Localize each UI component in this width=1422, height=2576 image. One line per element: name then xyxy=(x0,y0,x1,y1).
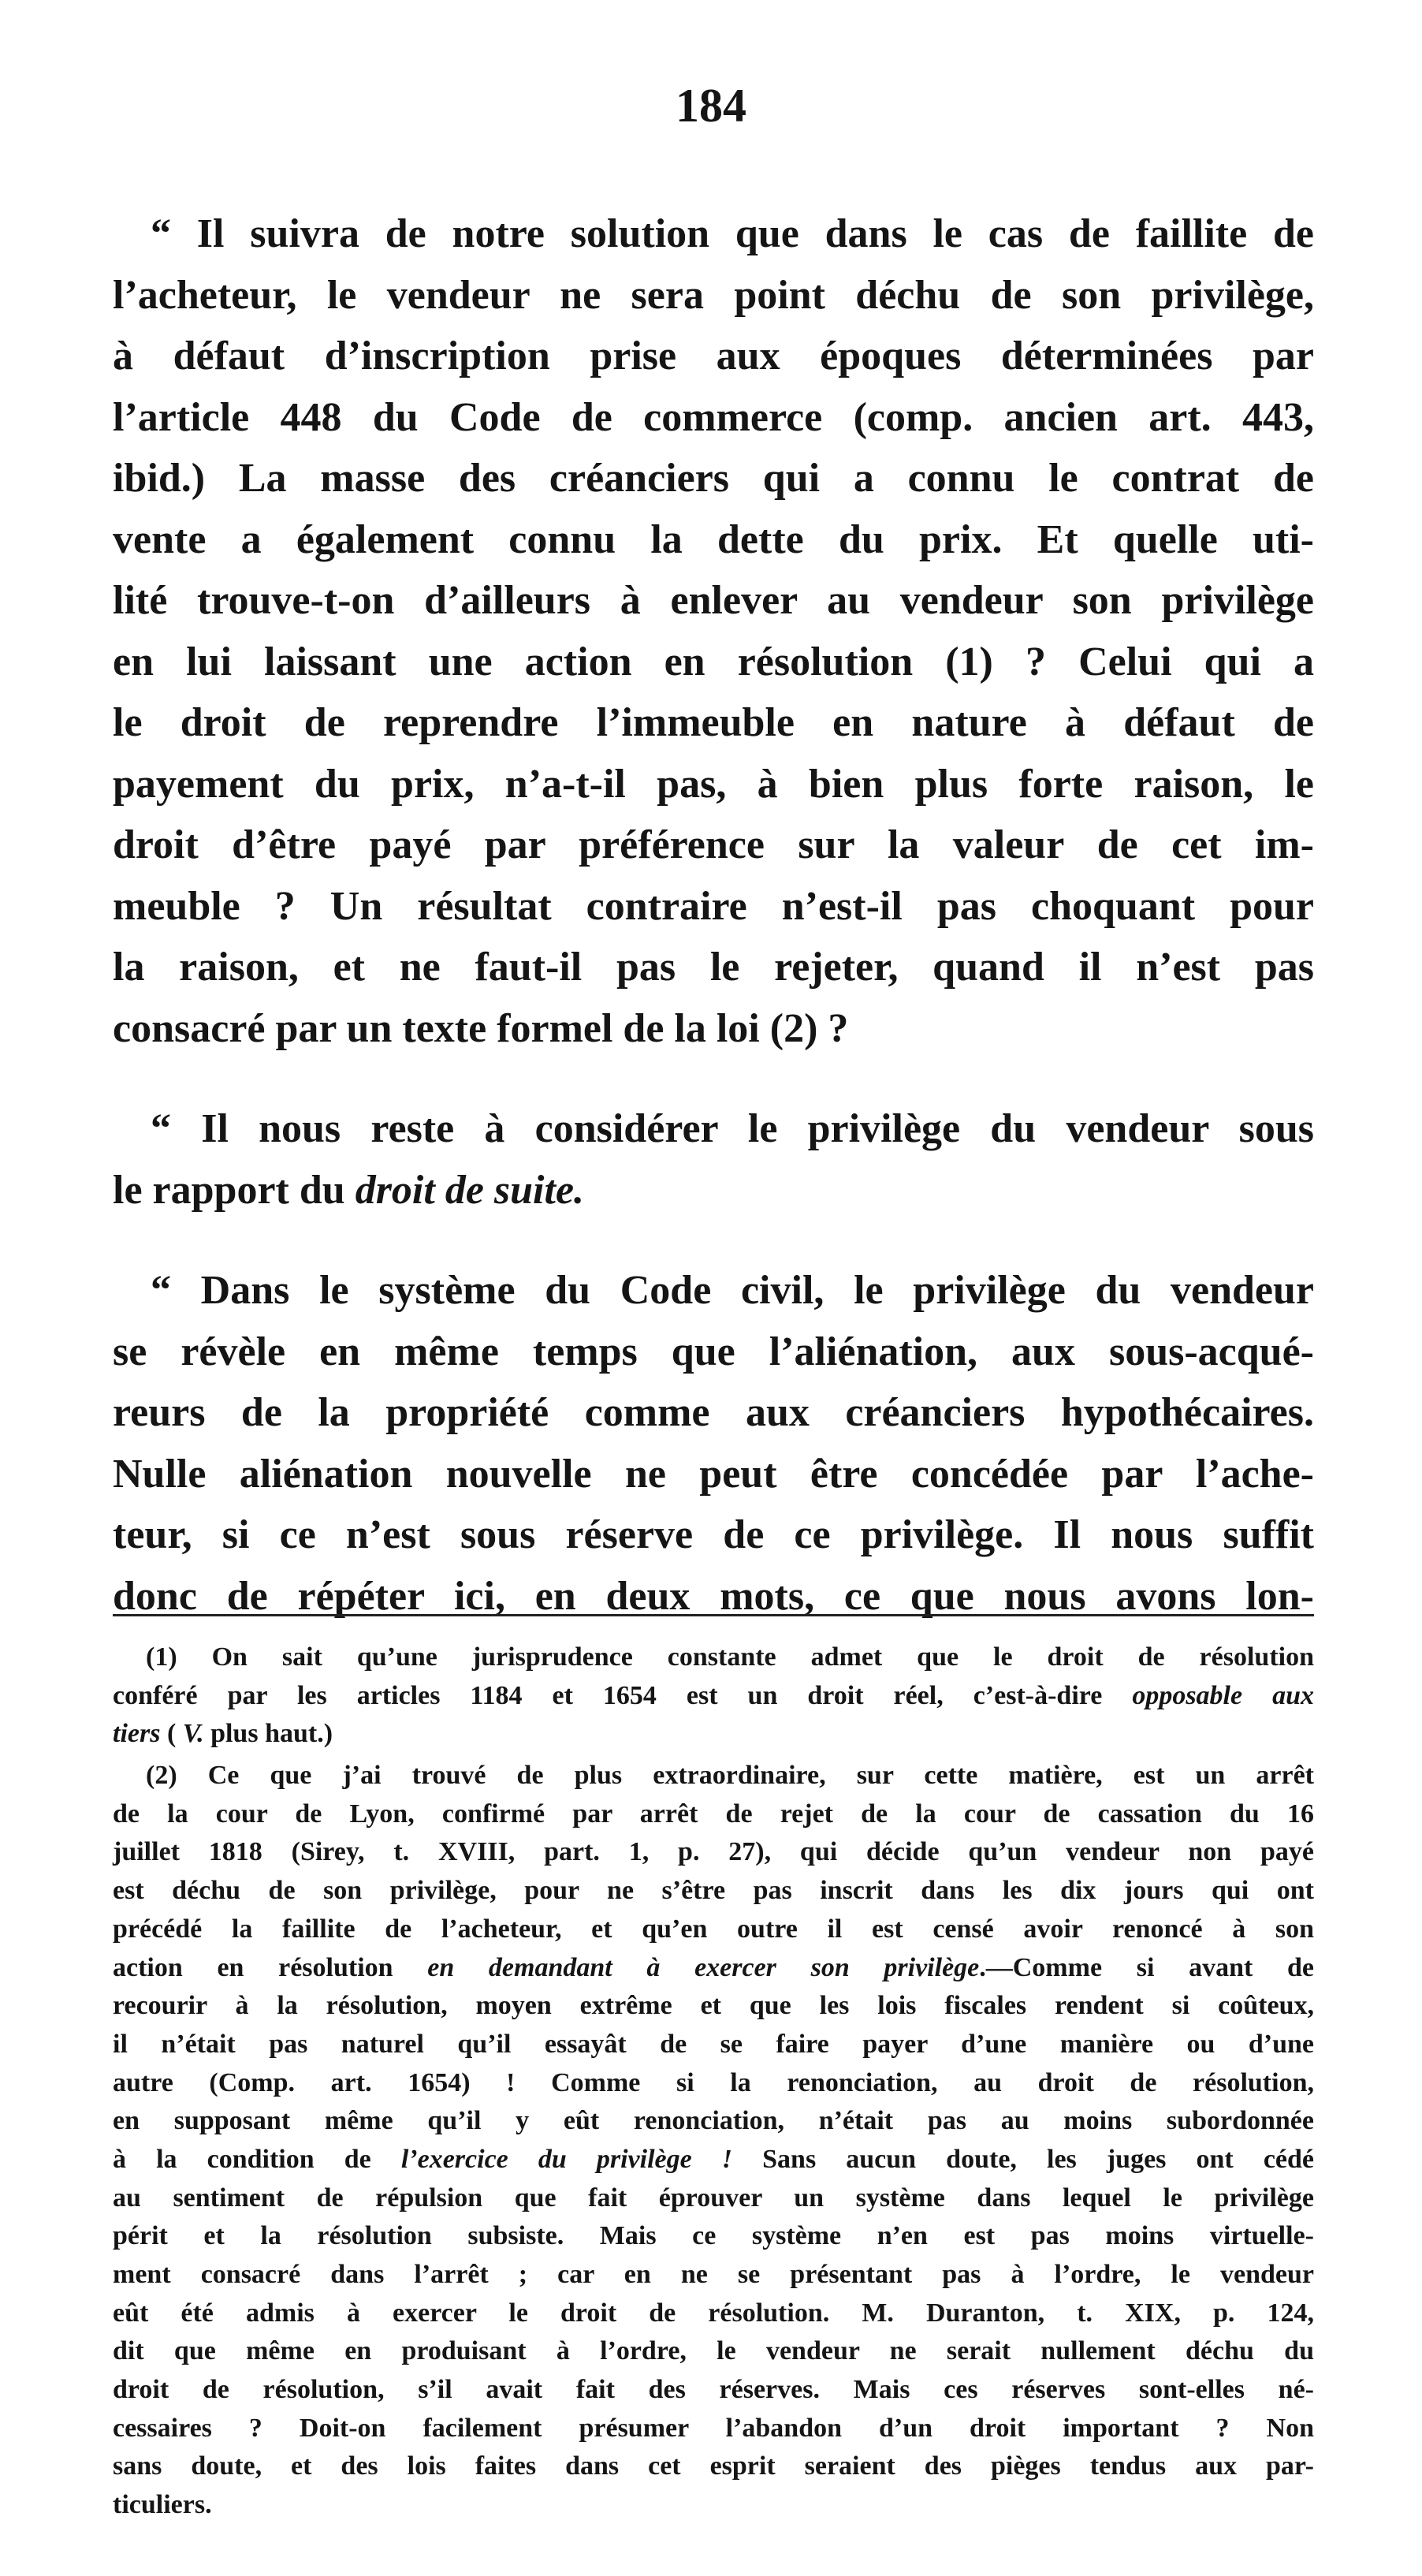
text-line: lité trouve-t-on d’ailleurs à enlever au vendeur son privilège xyxy=(113,578,1314,623)
footnote-line: périt et la résolution subsiste. Mais ce système n’en est pas moins virtuelle- xyxy=(113,2221,1314,2251)
footnote-line: dit que même en produisant à l’ordre, le vendeur ne serait nullement déchu du xyxy=(113,2336,1314,2366)
text-run: à la condition de xyxy=(113,2144,401,2174)
text-line: “ Il suivra de notre solution que dans le cas de faillite de xyxy=(151,211,1314,256)
page-number: 184 xyxy=(676,80,746,132)
footnote-line xyxy=(113,1715,1314,1754)
footnote-line: cessaires ? Doit-on facilement présumer l’abandon d’un droit important ? Non xyxy=(113,2413,1314,2443)
text-line: l’acheteur, le vendeur ne sera point déchu de son privilège, xyxy=(113,272,1314,318)
text-line: vente a également connu la dette du prix. Et quelle uti- xyxy=(113,516,1314,562)
footnote-line: ticuliers. xyxy=(113,2490,212,2520)
footnote-line: droit de résolution, s’il avait fait des réserves. Mais ces réserves sont-elles né- xyxy=(113,2375,1314,2405)
footnote-line: il n’était pas naturel qu’il essayât de se faire payer d’une manière ou d’une xyxy=(113,2029,1314,2059)
text-line: le droit de reprendre l’immeuble en nature à défaut de xyxy=(113,700,1314,745)
footnote-line: sans doute, et des lois faites dans cet esprit seraient des pièges tendus aux par- xyxy=(113,2451,1314,2481)
text-line: meuble ? Un résultat contraire n’est-il pas choquant pour xyxy=(113,883,1314,929)
text-line: droit d’être payé par préférence sur la valeur de cet im- xyxy=(113,822,1314,867)
text-line: donc de répéter ici, en deux mots, ce que nous avons lon- xyxy=(113,1573,1314,1619)
footnotes xyxy=(113,1638,1314,2528)
footnote-2 xyxy=(113,1757,1314,2525)
text-line: reurs de la propriété comme aux créanciers hypothécaires. xyxy=(113,1390,1314,1435)
footnote-line xyxy=(113,1677,1314,1716)
footnote-line: autre (Comp. art. 1654) ! Comme si la renonciation, au droit de résolution, xyxy=(113,2067,1314,2097)
text-line: la raison, et ne faut-il pas le rejeter, quand il n’est pas xyxy=(113,945,1314,990)
paragraph-3 xyxy=(113,1260,1314,1627)
text-line: teur, si ce n’est sous réserve de ce privilège. Il nous suffit xyxy=(113,1512,1314,1557)
text-line: ibid.) La masse des créanciers qui a connu le contrat de xyxy=(113,456,1314,501)
footnote-line: eût été admis à exercer le droit de résolution. M. Duranton, t. XIX, p. 124, xyxy=(113,2298,1314,2328)
text-line: à défaut d’inscription prise aux époques déterminées par xyxy=(113,334,1314,378)
text-run: action en résolution xyxy=(113,1952,428,1982)
text-line xyxy=(113,1160,1314,1221)
paragraph-1 xyxy=(113,203,1314,1059)
footnote-line: précédé la faillite de l’acheteur, et qu’en outre il est censé avoir renoncé à son xyxy=(113,1914,1314,1944)
italic-phrase: opposable aux xyxy=(1132,1680,1314,1710)
footnote-line: est déchu de son privilège, pour ne s’être pas inscrit dans les dix jours qui ont xyxy=(113,1876,1314,1906)
text-line: se révèle en même temps que l’aliénation, aux sous-acqué- xyxy=(113,1329,1314,1374)
main-text xyxy=(113,203,1314,1666)
text-run: le rapport du xyxy=(113,1167,356,1213)
text-line: “ Dans le système du Code civil, le privilège du vendeur xyxy=(151,1268,1314,1313)
text-line: l’article 448 du Code de commerce (comp. ancien art. 443, xyxy=(113,394,1314,440)
text-line: payement du prix, n’a-t-il pas, à bien plus forte raison, le xyxy=(113,761,1314,807)
text-run: plus haut.) xyxy=(203,1719,333,1749)
italic-phrase: en demandant à exercer son privilège xyxy=(427,1952,980,1982)
footnote-line: juillet 1818 (Sirey, t. XVIII, part. 1, p. 27), qui décide qu’un vendeur non payé xyxy=(113,1837,1314,1867)
text-run: conféré par les articles 1184 et 1654 est un droit réel, c’est-à-dire xyxy=(113,1680,1133,1710)
paragraph-2 xyxy=(113,1098,1314,1221)
italic-phrase: tiers xyxy=(113,1719,161,1749)
text-line: en lui laissant une action en résolution (1) ? Celui qui a xyxy=(113,639,1314,684)
footnote-line: recourir à la résolution, moyen extrême et que les lois fiscales rendent si coûteux, xyxy=(113,1991,1314,2021)
italic-phrase: l’exercice du privilège ! xyxy=(400,2144,733,2174)
italic-phrase: droit de suite. xyxy=(355,1167,585,1213)
text-line: “ Il nous reste à considérer le privilège du vendeur sous xyxy=(151,1106,1314,1151)
italic-phrase: V. xyxy=(182,1719,204,1749)
footnote-line xyxy=(113,1949,1314,1988)
footnote-line: ment consacré dans l’arrêt ; car en ne se présentant pas à l’ordre, le vendeur xyxy=(113,2260,1314,2289)
text-run: Sans aucun doute, les juges ont cédé xyxy=(732,2144,1315,2174)
footnote-divider xyxy=(113,1614,1314,1616)
footnote-line: de la cour de Lyon, confirmé par arrêt de rejet de la cour de cassation du 16 xyxy=(113,1799,1314,1829)
footnote-1 xyxy=(113,1638,1314,1754)
text-run: ( xyxy=(160,1719,183,1749)
footnote-line: (1) On sait qu’une jurisprudence constante admet que le droit de résolution xyxy=(146,1642,1314,1672)
footnote-line xyxy=(113,2141,1314,2179)
text-line: consacré par un texte formel de la loi (2) ? xyxy=(113,1005,849,1051)
footnote-line: (2) Ce que j’ai trouvé de plus extraordinaire, sur cette matière, est un arrêt xyxy=(146,1761,1314,1791)
footnote-line: au sentiment de répulsion que fait éprouver un système dans lequel le privilège xyxy=(113,2183,1314,2213)
footnote-line: en supposant même qu’il y eût renonciation, n’était pas au moins subordonnée xyxy=(113,2106,1314,2136)
text-line: Nulle aliénation nouvelle ne peut être concédée par l’ache- xyxy=(113,1451,1314,1497)
text-run: .—Comme si avant de xyxy=(979,1952,1314,1982)
